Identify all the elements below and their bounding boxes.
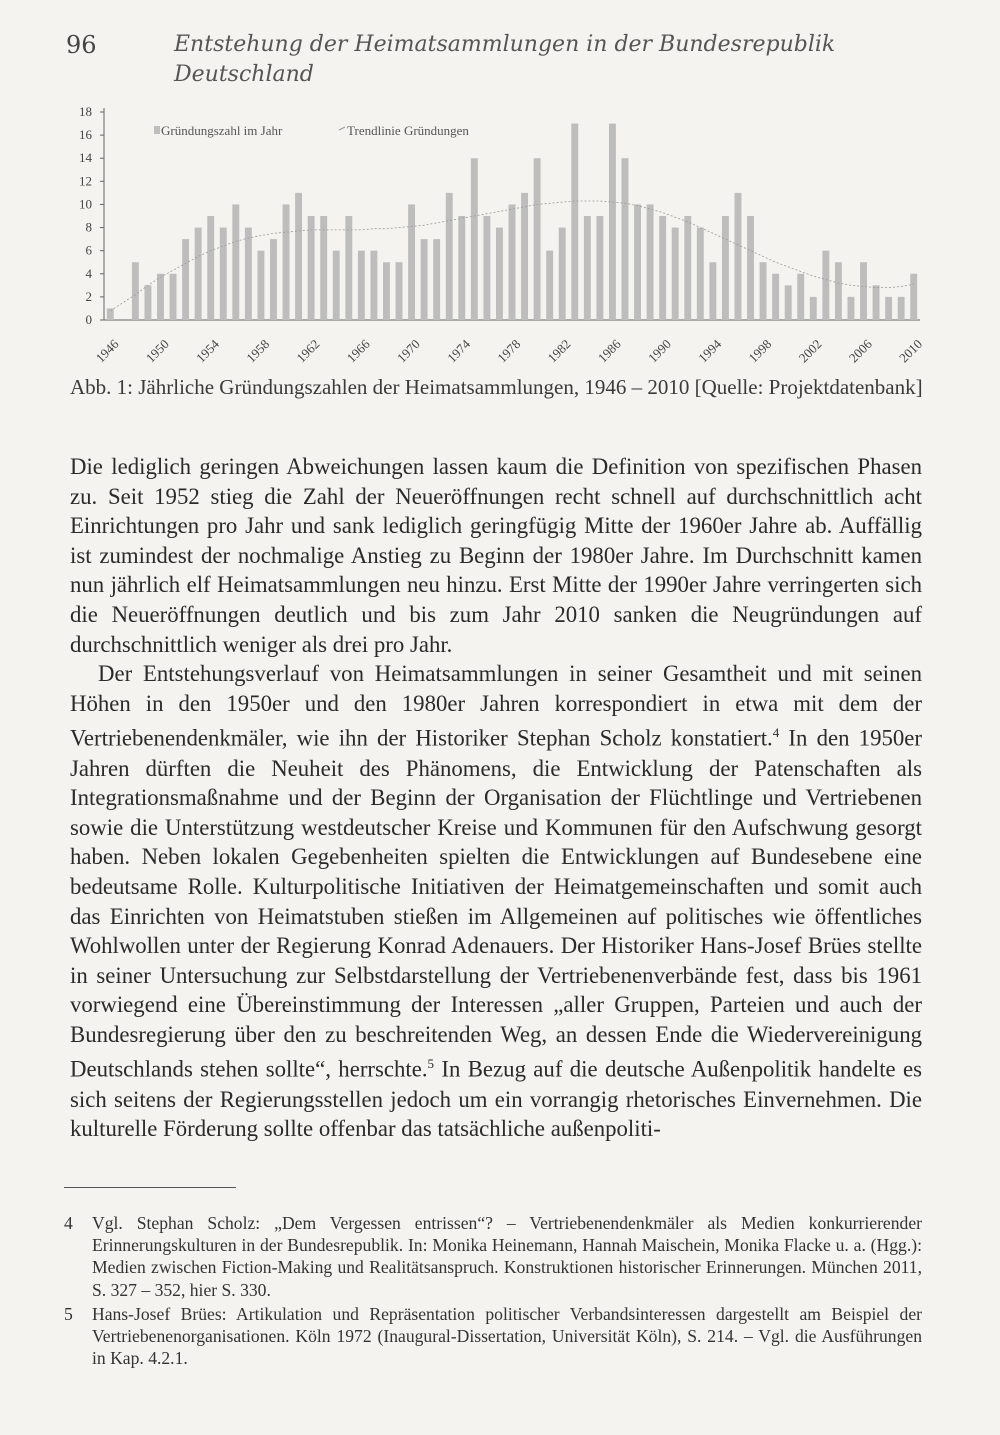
legend-label-trend: Trendlinie Gründungen <box>347 123 469 138</box>
bar <box>195 228 202 320</box>
bar <box>170 274 177 320</box>
bar <box>835 262 842 320</box>
x-tick-label: 1958 <box>243 336 273 366</box>
bar <box>308 216 315 320</box>
bar <box>634 204 641 320</box>
x-tick-label: 1978 <box>494 336 524 366</box>
x-tick-label: 2010 <box>896 336 926 366</box>
paragraph <box>70 659 922 1144</box>
x-tick-label: 2002 <box>795 336 825 366</box>
bar <box>483 216 490 320</box>
bar <box>421 239 428 320</box>
y-tick-label: 12 <box>79 173 92 189</box>
bar <box>910 274 917 320</box>
x-tick-label: 1994 <box>695 336 725 366</box>
y-tick-label: 4 <box>85 265 92 281</box>
bar <box>496 228 503 320</box>
paragraph: Die lediglich geringen Abweichungen lassen kaum die Definition von spezifischen Phasen zu. Seit 1952 stieg die Zahl der Neueröffnungen recht schnell auf durchschnittlich acht Einrichtungen pro Jahr und sank lediglich geringfügig Mitte der 1960er Jahre ab. Auffällig ist zumindest der nochmalige Anstieg zu Beginn der 1980er Jahre. Im Durchschnitt kamen nun jährlich elf Heimatsammlungen neu hinzu. Erst Mitte der 1990er Jahre verringerten sich die Neueröffnungen deutlich und bis zum Jahr 2010 sanken die Neugründungen auf durchschnittlich weniger als drei pro Jahr. <box>70 454 922 657</box>
x-tick-label: 1970 <box>393 336 423 366</box>
bar <box>333 251 340 320</box>
figure-caption: Abb. 1: Jährliche Gründungszahlen der Heimatsammlungen, 1946 – 2010 [Quelle: Projektdatenbank] <box>70 375 923 399</box>
bar <box>383 262 390 320</box>
bar <box>822 251 829 320</box>
bar <box>245 228 252 320</box>
footnote-ref[interactable]: 5 <box>427 1056 435 1072</box>
y-tick-label: 16 <box>79 127 92 143</box>
x-tick-label: 1962 <box>293 336 323 366</box>
footnotes <box>64 1212 922 1371</box>
bar <box>207 216 214 320</box>
legend-label-bar: Gründungszahl im Jahr <box>161 123 283 138</box>
footnote-rule <box>64 1187 236 1188</box>
footnote-number: 5 <box>64 1303 73 1324</box>
x-tick-label: 1990 <box>644 336 674 366</box>
paragraph-text: Der Entstehungsverlauf von Heimatsammlungen in seiner Gesamtheit und mit seinen Höhen in den 1950er und den 1980er Jahren korrespondiert in etwa mit dem der Vertriebenendenkmäler, wie ihn der Historiker Stephan Scholz konstatiert. <box>70 661 922 751</box>
legend-swatch-trend <box>339 127 345 130</box>
bar <box>609 124 616 320</box>
chart-legend <box>154 123 469 138</box>
footnote <box>64 1303 922 1370</box>
bar <box>220 228 227 320</box>
x-tick-label: 1954 <box>193 336 223 366</box>
x-tick-label: 1998 <box>745 336 775 366</box>
y-tick-label: 10 <box>79 196 92 212</box>
x-tick-label: 2006 <box>845 336 875 366</box>
bar <box>760 262 767 320</box>
bar <box>232 204 239 320</box>
bar <box>396 262 403 320</box>
founding-bar-chart <box>66 100 936 380</box>
bar <box>873 285 880 320</box>
footnote-text: Vgl. Stephan Scholz: „Dem Vergessen entrissen“? – Vertriebenendenkmäler als Medien konkurrierender Erinnerungskulturen in der Bundesrepublik. In: Monika Heinemann, Hannah Maischein, Monika Flacke u. a. (Hgg.): Medien zwischen Fiction-Making und Realitätsanspruch. Konstruktionen historischer Erinnerungen. München 2011, S. 327 – 352, hier S. 330. <box>92 1213 922 1300</box>
footnote-text: Hans-Josef Brües: Artikulation und Repräsentation politischer Verbandsinteressen dargestellt am Beispiel der Vertriebenenorganisationen. Köln 1972 (Inaugural-Dissertation, Universität Köln), S. 214. – Vgl. die Ausführungen in Kap. 4.2.1. <box>92 1303 922 1369</box>
bar <box>132 262 139 320</box>
bar <box>709 262 716 320</box>
bar <box>358 251 365 320</box>
bar <box>735 193 742 320</box>
bar <box>458 216 465 320</box>
paragraph-text: In den 1950er Jahren dürften die Neuheit des Phänomens, die Entwicklung der Patenschaften als Integrationsmaßnahme und der Beginn der Organisation der Flüchtlinge und Vertriebenen sowie die Unterstützung westdeutscher Kreise und Kommunen für den Aufschwung gesorgt haben. Neben lokalen Gegebenheiten spielten die Entwicklungen auf Bundesebene eine bedeutsame Rolle. Kulturpolitische Initiativen der Heimatgemeinschaften und somit auch das Einrichten von Heimatstuben stießen im Allgemeinen auf politisches wie öffentliches Wohlwollen unter der Regierung Konrad Adenauers. Der Historiker Hans-Josef Brües stellte in seiner Untersuchung zur Selbstdarstellung der Vertriebenenverbände fest, dass bis 1961 vorwiegend eine Übereinstimmung der Interessen „aller Gruppen, Parteien und auch der Bundesregierung über den zu beschreitenden Weg, an dessen Ende die Wiedervereinigung Deutschlands stehen sollte“, herrschte. <box>70 725 922 1083</box>
bar <box>747 216 754 320</box>
x-tick-label: 1946 <box>92 336 122 366</box>
bar <box>722 216 729 320</box>
bar <box>345 216 352 320</box>
paragraph-text: In Bezug auf die deutsche Außenpolitik handelte es sich seitens der Regierungsstellen jedoch um ein vorrangig rhetorisches Einvernehmen. Die kulturelle Förderung sollte offenbar das tatsächliche außenpoliti- <box>70 1057 922 1142</box>
y-tick-label: 0 <box>85 312 92 327</box>
bar <box>659 216 666 320</box>
bar <box>408 204 415 320</box>
x-tick-label: 1982 <box>544 336 574 366</box>
bar <box>647 204 654 320</box>
x-tick-labels <box>93 336 925 365</box>
bar <box>885 297 892 320</box>
bar <box>144 285 151 320</box>
footnote-ref[interactable]: 4 <box>772 725 780 741</box>
bar <box>684 216 691 320</box>
bar <box>559 228 566 320</box>
bar <box>107 308 114 320</box>
bar <box>584 216 591 320</box>
y-tick-label: 14 <box>79 150 92 166</box>
bar <box>534 158 541 320</box>
bar <box>898 297 905 320</box>
bar <box>433 239 440 320</box>
bar <box>270 239 277 320</box>
body-text <box>70 452 922 1144</box>
x-tick-label: 1986 <box>594 336 624 366</box>
bar <box>320 216 327 320</box>
bar <box>446 193 453 320</box>
bar <box>257 251 264 320</box>
footnote <box>64 1212 922 1301</box>
y-tick-label: 8 <box>85 219 92 235</box>
bar <box>546 251 553 320</box>
y-tick-label: 18 <box>79 104 92 119</box>
bar <box>672 228 679 320</box>
bar <box>772 274 779 320</box>
bar <box>596 216 603 320</box>
bar <box>860 262 867 320</box>
bar <box>622 158 629 320</box>
x-tick-label: 1974 <box>444 336 474 366</box>
y-tick-label: 2 <box>85 288 92 304</box>
bar <box>509 204 516 320</box>
legend-swatch-bar <box>154 126 160 134</box>
bar <box>295 193 302 320</box>
bar <box>283 204 290 320</box>
running-title: Entstehung der Heimatsammlungen in der Bundesrepublik Deutschland <box>174 32 836 87</box>
bar <box>471 158 478 320</box>
bar <box>521 193 528 320</box>
bar <box>182 239 189 320</box>
y-tick-label: 6 <box>85 242 92 258</box>
figure <box>66 100 936 380</box>
bar <box>697 228 704 320</box>
x-tick-label: 1966 <box>343 336 373 366</box>
footnote-number: 4 <box>64 1213 73 1233</box>
bar <box>370 251 377 320</box>
bar <box>785 285 792 320</box>
bar <box>810 297 817 320</box>
chart-bars <box>107 124 917 320</box>
page-number: 96 <box>66 31 97 59</box>
bar <box>797 274 804 320</box>
bar <box>571 124 578 320</box>
bar <box>848 297 855 320</box>
x-tick-label: 1950 <box>142 336 172 366</box>
bar <box>157 274 164 320</box>
